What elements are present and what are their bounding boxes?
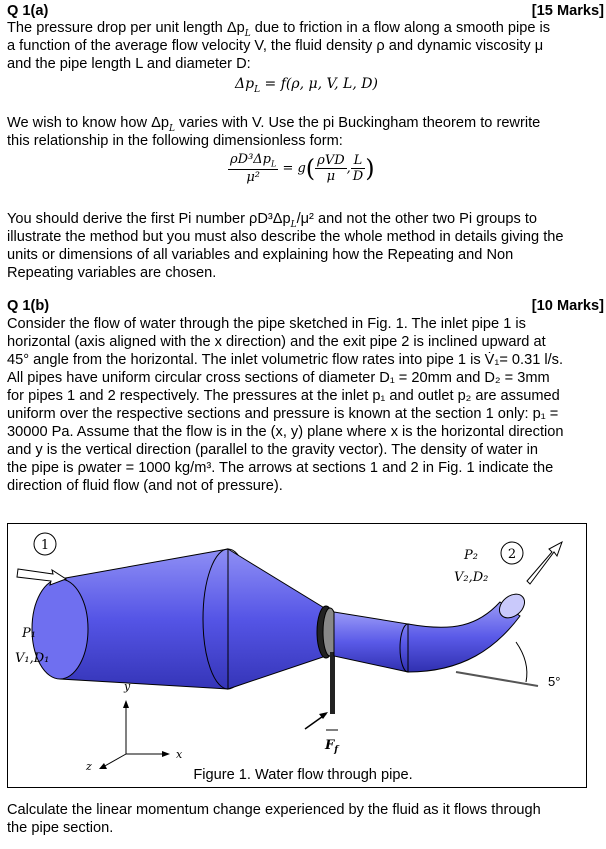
final-line: the pipe section. bbox=[7, 820, 114, 836]
reducer-cone bbox=[228, 549, 326, 689]
pipe-diagram bbox=[8, 524, 586, 787]
q1b-line: 30000 Pa. Assume that the flow is in the (x, y) plane where x is the horizontal direction bbox=[7, 424, 564, 440]
final-line: Calculate the linear momentum change experienced by the fluid as it flows through bbox=[7, 802, 541, 818]
q1b-line: for pipes 1 and 2 respectively. The pressures at the inlet p₁ and outlet p₂ are assumed bbox=[7, 388, 560, 404]
q1a-para3-line1: You should derive the first Pi number $\rho D^3\Delta p_L/\mu^2$ and not the other two Pi groups to bbox=[7, 211, 538, 230]
q1a-para2-line1: We wish to know how $\Delta p_L$ varies with V. Use the pi Buckingham theorem to rewrite bbox=[7, 115, 541, 134]
x-axis-label: x bbox=[176, 748, 183, 761]
angle-reference-line bbox=[456, 672, 538, 686]
figure-caption: Figure 1. Water flow through pipe. bbox=[193, 767, 413, 783]
q1a-para3-line4: Repeating variables are chosen. bbox=[7, 265, 217, 281]
outlet-flow-arrow bbox=[527, 542, 562, 584]
q1a-marks: [15 Marks] bbox=[531, 3, 604, 19]
q1b-line: Consider the flow of water through the pipe sketched in Fig. 1. The inlet pipe 1 is bbox=[7, 316, 526, 332]
q1a-para3-line2: illustrate the method but you must also describe the whole method in details giving the bbox=[7, 229, 564, 245]
q1b-line: 45° angle from the horizontal. The inlet volumetric flow rates into pipe 1 is V̇₁= 0.31 l/s. bbox=[7, 352, 564, 368]
q1a-header bbox=[7, 3, 604, 20]
section-2-label: 2 bbox=[507, 547, 517, 562]
q1b-marks: [10 Marks] bbox=[531, 298, 604, 314]
equation-2: $\frac{\rho D^3\Delta p_L}{\text{μ²}}$ = g( $\frac{\text{ρVD}}{\mu}$ , $\frac{L}{D}$ ) bbox=[230, 152, 375, 185]
p1-label: P₁ bbox=[22, 626, 36, 641]
angle-label: 5° bbox=[548, 674, 561, 689]
q1a-para1-line3: and the pipe length L and diameter D: bbox=[7, 56, 251, 72]
q1a-para3-line3: units or dimensions of all variables and explaining how the Repeating and Non bbox=[7, 247, 514, 263]
section-1-label: 1 bbox=[40, 538, 50, 553]
p2-label: P₂ bbox=[464, 548, 478, 563]
q1b-line: direction of fluid flow (and not of pressure). bbox=[7, 478, 283, 494]
z-axis-label: z bbox=[86, 760, 92, 773]
q1b-line: and y is the vertical direction (parallel to the gravity vector). The density of water in bbox=[7, 442, 539, 458]
equation-1: $\Delta p_L = f(\rho$, μ, V, L, D) bbox=[235, 76, 378, 95]
y-axis-label: y bbox=[124, 680, 131, 693]
angle-arc bbox=[516, 642, 527, 682]
v2d2-label: V₂,D₂ bbox=[454, 570, 489, 585]
q1b-header bbox=[7, 298, 604, 315]
v1d1-label: V₁,D₁ bbox=[15, 651, 50, 666]
q1a-para1-line1: The pressure drop per unit length $\Delta p_L$ due to friction in a flow along a smooth pipe is bbox=[7, 20, 551, 39]
q1b-line: horizontal (axis aligned with the x direction) and the exit pipe 2 is inclined upward at bbox=[7, 334, 546, 350]
q1b-line: uniform over the respective sections and pressure is known at the section 1 only: p₁ = bbox=[7, 406, 559, 422]
support-rod bbox=[330, 652, 335, 714]
figure-1-frame bbox=[7, 523, 587, 788]
q1b-line: All pipes have uniform circular cross sections of diameter D₁ = 20mm and D₂ = 3mm bbox=[7, 370, 550, 386]
force-label: $F_f$ bbox=[325, 738, 339, 755]
q1a-para2-line2: this relationship in the following dimensionless form: bbox=[7, 133, 343, 149]
z-axis-arrow bbox=[103, 754, 126, 767]
q1a-para1-line2: a function of the average flow velocity V, the fluid density ρ and dynamic viscosity μ bbox=[7, 38, 544, 54]
outlet-pipe-straight bbox=[334, 612, 408, 672]
q1a-label: Q 1(a) bbox=[7, 3, 49, 19]
q1b-line: the pipe is ρwater = 1000 kg/m³. The arrows at sections 1 and 2 in Fig. 1 indicate the bbox=[7, 460, 554, 476]
q1b-label: Q 1(b) bbox=[7, 298, 50, 314]
